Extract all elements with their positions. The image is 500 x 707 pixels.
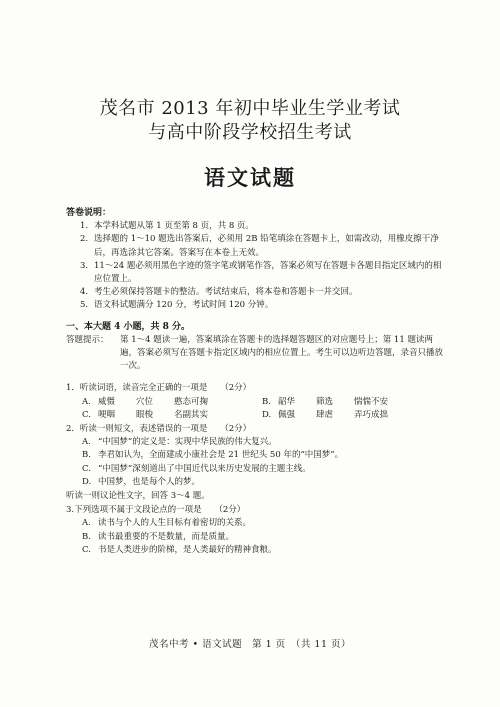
question-1: 1．听读词语，读音完全正确的一项是 （2分） (66, 383, 252, 394)
listen-note: 听读一则议论性文字，回答 3～4 题。 (66, 491, 210, 502)
q2-option-c: C. “中国梦”深刻道出了中国近代以来历史发展的主题主线。 (82, 463, 311, 474)
answer-prompt-label: 答题提示： (66, 334, 109, 345)
q1-option-a: A. 威慑 穴位 憨态可掬 (82, 396, 209, 407)
q1-option-b: B. 韶华 筛选 惴惴不安 (262, 396, 389, 407)
title-line-1: 茂名市 2013 年初中毕业生学业考试 (99, 98, 401, 119)
q2-option-b: B. 李君如认为，全面建成小康社会是 21 世纪头 50 年的“中国梦”。 (82, 450, 344, 461)
q3-option-c: C. 书是人类进步的阶梯，是人类最好的精神食粮。 (82, 544, 277, 555)
question-2: 2．听读一则短文，表述错误的一项是 （2分） (66, 424, 252, 435)
q2-option-d: D. 中国梦，也是每个人的梦。 (82, 476, 201, 487)
instruction-item: 2. 选择题的 1～10 题选出答案后，必须用 2B 铅笔填涂在答题卡上，如需改动，用橡皮擦干净后，再选涂其它答案。答案写在本卷上无效。 (80, 234, 439, 258)
q1-options-row-2 (66, 409, 446, 422)
q1-option-d: D. 佩强 肆虐 弄巧成拙 (262, 409, 389, 420)
section-1-title: 一、本大题 4 小题，共 8 分。 (66, 321, 191, 332)
instruction-item: 3. 11～24 题必须用黑色字迹的签字笔或钢笔作答，答案必须写在答题卡各题目指定区域内的相应位置上。 (80, 260, 442, 285)
q1-option-c: C. 哽咽 眼梭 名副其实 (82, 409, 209, 420)
page-footer: 茂名中考 • 语文试题 第 1 页 （共 11 页） (148, 639, 352, 650)
instruction-item: 1. 本学科试题从第 1 页至第 8 页，共 8 页。 (80, 221, 254, 232)
answer-prompt (66, 334, 446, 374)
exam-content (66, 207, 446, 557)
q2-option-a: A. “中国梦”的定义是：实现中华民族的伟大复兴。 (82, 437, 277, 448)
question-3: 3.下列选项不属于文段论点的一项是 （2分） (66, 505, 246, 516)
exam-title (0, 97, 500, 145)
q3-option-a: A. 读书与个人的人生目标有着密切的关系。 (82, 518, 252, 529)
instructions-heading: 答卷说明： (66, 208, 112, 218)
instruction-item: 4. 考生必须保持答题卡的整洁。考试结束后，将本卷和答题卡一并交回。 (80, 287, 358, 298)
subject-title: 语文试题 (204, 165, 296, 190)
q1-options-row-1 (66, 396, 446, 409)
q3-option-b: B. 读书最重要的不是数量，而是质量。 (82, 531, 235, 542)
answer-prompt-text: 第 1～4 题读一遍，答案填涂在答题卡的选择题答题区的对应题号上；第 11 题读两遍，答案必须写在答题卡指定区域内的相应位置上。考生可以边听边答题，录音只播放一次。 (120, 334, 444, 372)
instruction-item: 5. 语文科试题满分 120 分，考试时间 120 分钟。 (80, 300, 274, 311)
title-line-2: 与高中阶段学校招生考试 (148, 122, 352, 143)
